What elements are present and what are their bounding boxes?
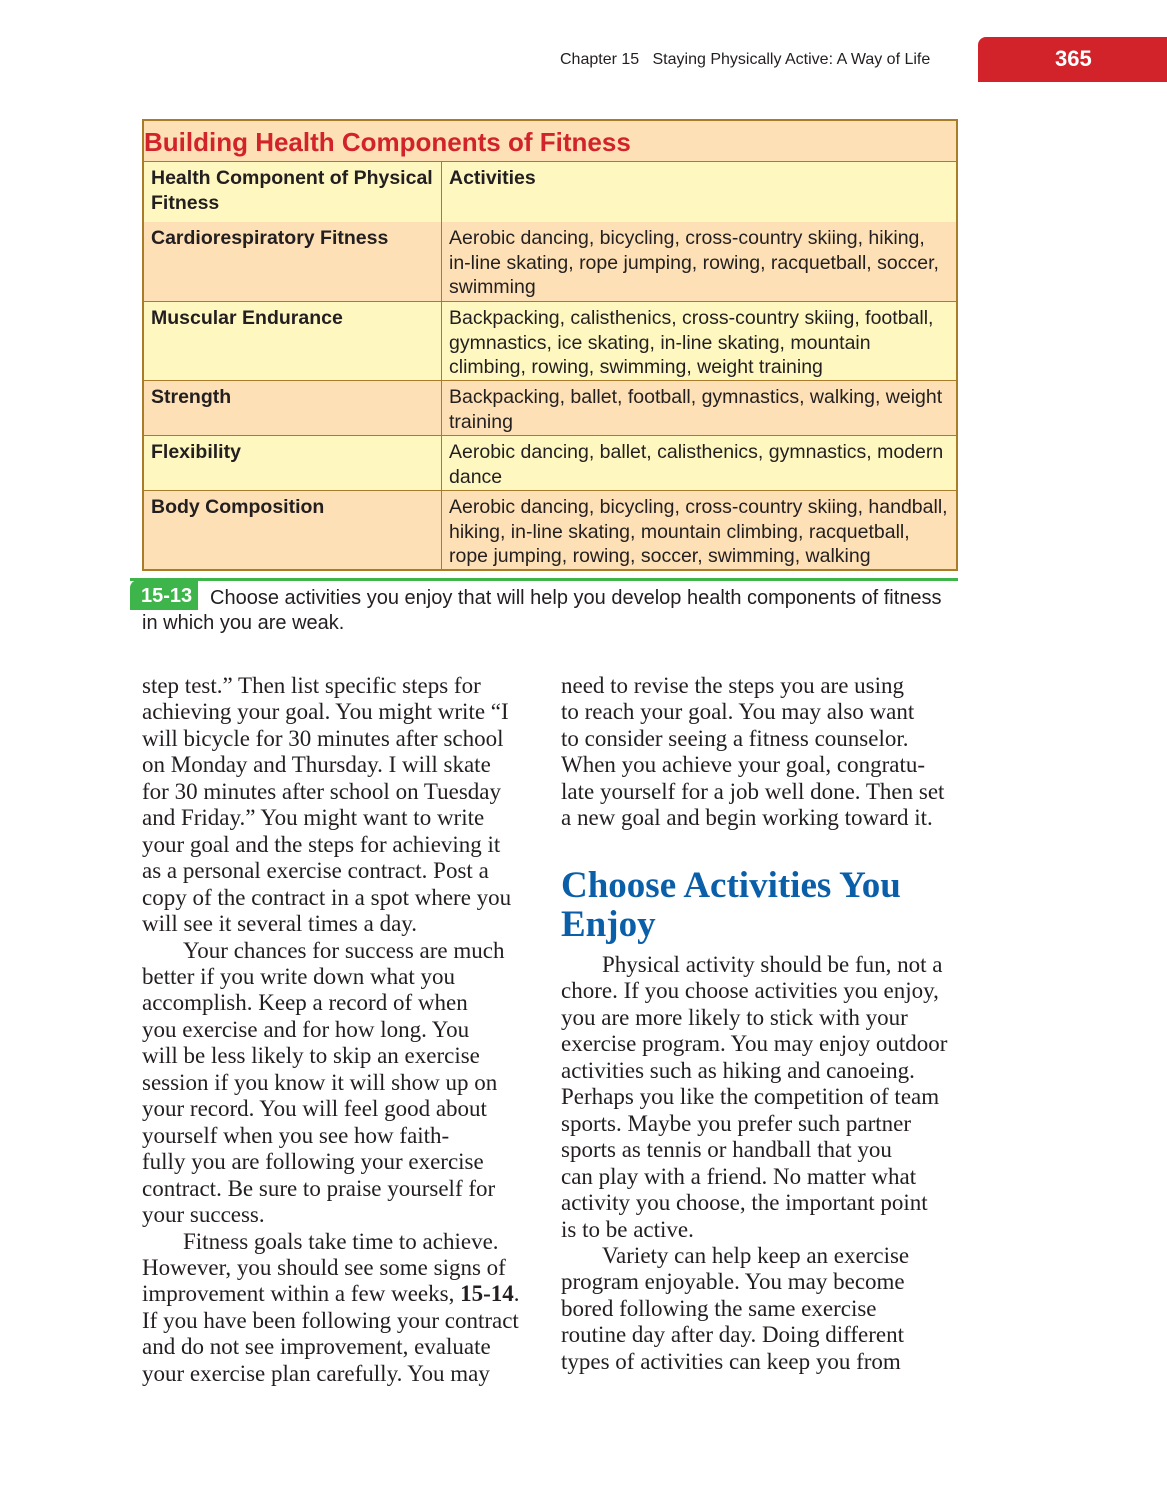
text-line: your record. You will feel good about [142, 1096, 487, 1122]
text-line: However, you should see some signs of [142, 1254, 506, 1280]
text-line: sports. Maybe you prefer such partner [561, 1110, 911, 1136]
figure-caption: Choose activities you enjoy that will help you develop health components of fitness in which you are weak. [142, 587, 942, 634]
table-title: Building Health Components of Fitness [144, 121, 956, 161]
section-heading-line: Choose Activities You [561, 865, 901, 906]
body-column-right-top [561, 673, 944, 832]
text-line: for 30 minutes after school on Tuesday [142, 778, 502, 804]
text-line: accomplish. Keep a record of when [142, 990, 468, 1016]
text-line: will bicycle for 30 minutes after school [142, 725, 504, 751]
text-line: activity you choose, the important point [561, 1190, 928, 1216]
text-line: types of activities can keep you from [561, 1348, 901, 1374]
activities-cell: Aerobic dancing, bicycling, cross-country skiing, handball, hiking, in-line skating, mountain climbing, racquetball, rope jumping, rowing, soccer, swimming, walking [449, 496, 948, 567]
text-line: and Friday.” You might want to write [142, 805, 485, 831]
activities-cell: Aerobic dancing, ballet, calisthenics, gymnastics, modern dance [449, 441, 944, 488]
text-line: When you achieve your goal, congratu- [561, 752, 926, 778]
text-line: your exercise plan carefully. You may [142, 1360, 490, 1386]
text-line: contract. Be sure to praise yourself for [142, 1175, 496, 1201]
text-line: session if you know it will show up on [142, 1069, 498, 1095]
text-line: yourself when you see how faith- [142, 1122, 450, 1148]
text-line: need to revise the steps you are using [561, 673, 904, 698]
column-header-activities: Activities [449, 167, 536, 189]
text-line: better if you write down what you [142, 963, 455, 989]
text-line: to reach your goal. You may also want [561, 699, 915, 725]
body-column-left [142, 673, 520, 1387]
text-line: late yourself for a job well done. Then set [561, 778, 945, 804]
text-line: program enjoyable. You may become [561, 1269, 905, 1295]
component-cell: Muscular Endurance [144, 302, 442, 380]
text-line: will see it several times a day. [142, 911, 418, 937]
text-line: Fitness goals take time to achieve. [183, 1228, 499, 1254]
figure-reference: 15-14 [460, 1281, 514, 1307]
text-line: activities such as hiking and canoeing. [561, 1057, 915, 1083]
component-cell: Body Composition [144, 491, 442, 569]
fitness-components-table [142, 119, 958, 571]
page-number: 365 [1055, 46, 1092, 71]
table-row [144, 435, 956, 490]
text-line: to consider seeing a fitness counselor. [561, 725, 909, 751]
text-line: chore. If you choose activities you enjoy, [561, 978, 939, 1004]
text-line: can play with a friend. No matter what [561, 1163, 917, 1189]
activities-cell: Aerobic dancing, bicycling, cross-country skiing, hiking, in-line skating, rope jumping, rowing, racquetball, soccer, swimming [449, 227, 939, 298]
text-line: a new goal and begin working toward it. [561, 805, 933, 831]
text-line: step test.” Then list specific steps for [142, 673, 481, 698]
activities-cell: Backpacking, calisthenics, cross-country skiing, football, gymnastics, ice skating, in-line skating, mountain climbing, rowing, swimming, weight training [449, 307, 934, 378]
text-line: you exercise and for how long. You [142, 1016, 470, 1042]
text-line: achieving your goal. You might write “I [142, 699, 509, 725]
figure-number-badge: 15-13 [130, 580, 198, 610]
component-cell: Flexibility [144, 436, 442, 490]
text-line: fully you are following your exercise [142, 1149, 484, 1175]
text-line: copy of the contract in a spot where you [142, 884, 512, 910]
text-line: If you have been following your contract [142, 1307, 519, 1333]
text-line: as a personal exercise contract. Post a [142, 858, 489, 884]
text-line: and do not see improvement, evaluate [142, 1334, 491, 1360]
column-header-component: Health Component of Physical Fitness [144, 162, 442, 222]
section-heading-line: Enjoy [561, 904, 656, 945]
text-segment: . [513, 1281, 520, 1307]
text-line: on Monday and Thursday. I will skate [142, 752, 491, 778]
body-column-right-bottom [561, 952, 947, 1375]
text-line: Your chances for success are much [183, 937, 505, 963]
page-number-tab [978, 37, 1167, 82]
table-row [144, 380, 956, 435]
component-cell: Cardiorespiratory Fitness [144, 222, 442, 301]
text-line [142, 1281, 520, 1307]
text-line: you are more likely to stick with your [561, 1004, 908, 1030]
text-line: your goal and the steps for achieving it [142, 831, 501, 857]
text-line: will be less likely to skip an exercise [142, 1043, 480, 1069]
caption-rule [130, 578, 958, 581]
table-row [144, 222, 956, 301]
text-line: Perhaps you like the competition of team [561, 1084, 940, 1110]
text-line: routine day after day. Doing different [561, 1322, 904, 1348]
text-line: sports as tennis or handball that you [561, 1137, 892, 1163]
text-line: Variety can help keep an exercise [602, 1242, 910, 1268]
text-line: Physical activity should be fun, not a [602, 952, 943, 977]
running-head: Chapter 15 Staying Physically Active: A Way of Life [560, 51, 931, 68]
text-line: is to be active. [561, 1216, 694, 1242]
text-line: exercise program. You may enjoy outdoor [561, 1031, 948, 1057]
text-line: your success. [142, 1202, 265, 1228]
text-line: bored following the same exercise [561, 1295, 877, 1321]
activities-cell: Backpacking, ballet, football, gymnastics, walking, weight training [449, 386, 943, 433]
table-row [144, 301, 956, 380]
table-header-row [144, 161, 956, 222]
text-segment: improvement within a few weeks, [142, 1281, 461, 1307]
table-row [144, 490, 956, 569]
component-cell: Strength [144, 381, 442, 435]
section-heading [561, 866, 901, 944]
